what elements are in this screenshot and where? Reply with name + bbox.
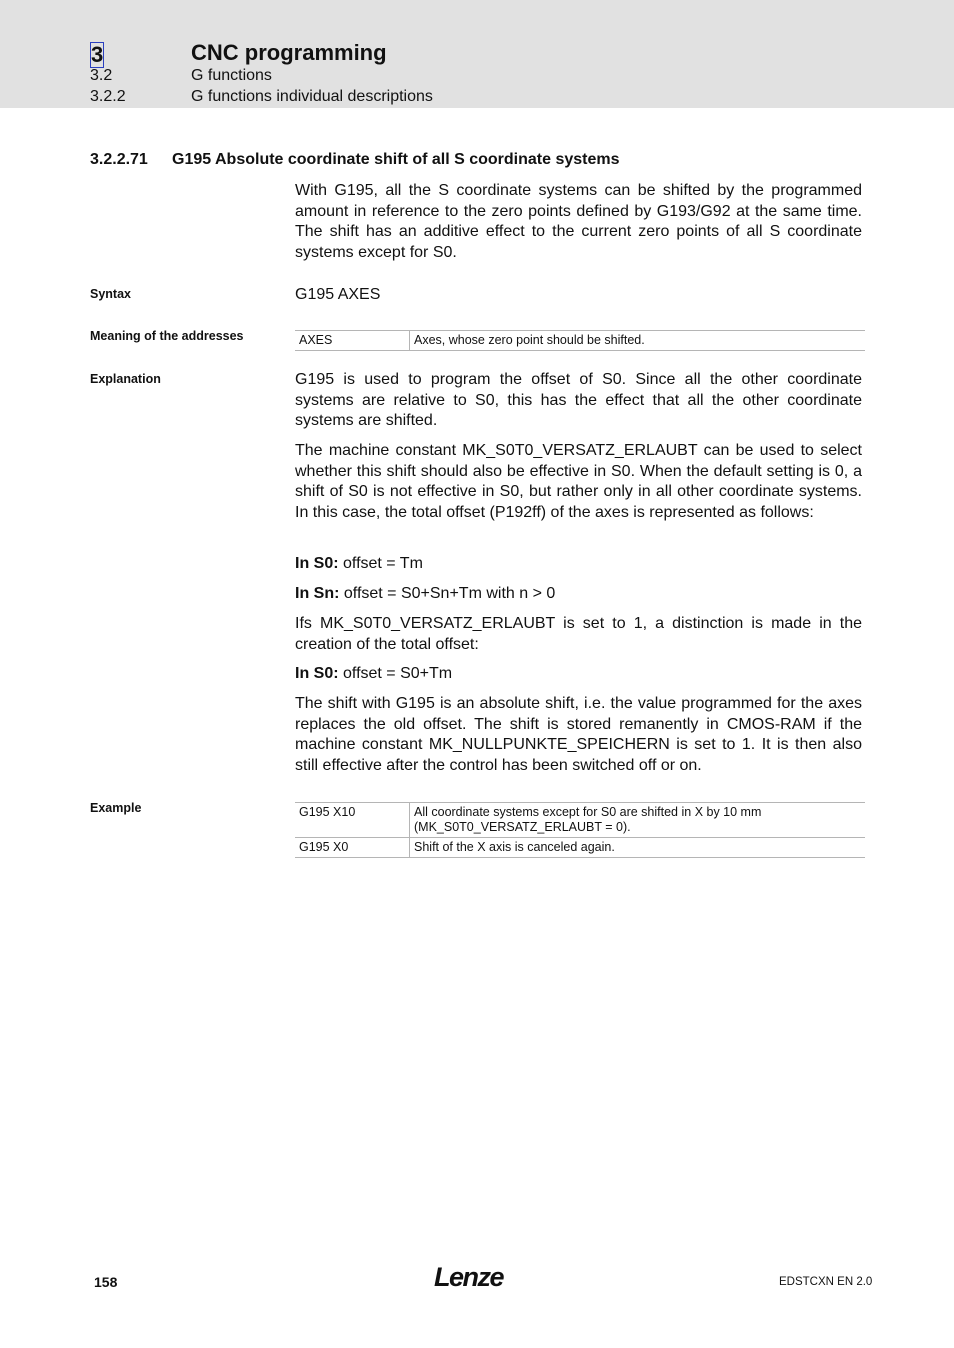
- syntax-value: G195 AXES: [295, 286, 381, 303]
- example-description: [410, 803, 866, 838]
- explanation-label: Explanation: [90, 372, 161, 386]
- addresses-label: Meaning of the addresses: [90, 329, 244, 343]
- formula-1-prefix: In S0:: [295, 555, 339, 572]
- syntax-label: Syntax: [90, 287, 131, 301]
- lenze-logo: [434, 1262, 514, 1292]
- example-description-line: All coordinate systems except for S0 are shifted in X by 10 mm: [414, 805, 762, 819]
- chapter-title: CNC programming: [191, 40, 387, 65]
- formula-line-2: [295, 585, 555, 603]
- formula-line-1: [295, 555, 423, 573]
- chapter-number-link[interactable]: 3: [91, 42, 104, 67]
- example-label: Example: [90, 801, 142, 815]
- explanation-paragraph-2: The machine constant MK_S0T0_VERSATZ_ERLAUBT can be used to select whether this shift should also be effective in S0. When the default setting is 0, a shift of S0 is not effective in S0, but rather only in all other coordinate systems. In this case, the total offset (P192ff) of the axes is represented as follows:: [295, 442, 862, 522]
- section-title: G195 Absolute coordinate shift of all S coordinate systems: [172, 151, 620, 168]
- page-header: [0, 0, 954, 108]
- table-row: [295, 838, 865, 858]
- section-number: 3.2.2.71: [90, 151, 148, 168]
- explanation-paragraph-4: The shift with G195 is an absolute shift, i.e. the value programmed for the axes replaces the old offset. The shift is stored remanently in CMOS-RAM if the machine constant MK_NULLPUNKTE_SPEICHERN is set to 1. It is then also still effective after the control has been switched off or on.: [295, 695, 862, 775]
- formula-3-prefix: In S0:: [295, 665, 339, 682]
- page-number: 158: [94, 1274, 118, 1290]
- section-heading: [90, 151, 620, 169]
- intro-paragraph: With G195, all the S coordinate systems can be shifted by the programmed amount in reference to the zero points defined by G193/G92 at the same time. The shift has an additive effect to the current zero points of all S coordinate systems except for S0.: [295, 182, 862, 262]
- address-name: AXES: [295, 331, 410, 351]
- table-row: [295, 331, 865, 351]
- example-code: G195 X10: [295, 803, 410, 838]
- addresses-table: [295, 330, 865, 351]
- example-table: [295, 802, 865, 858]
- explanation-paragraph-1: G195 is used to program the offset of S0. Since all the other coordinate systems are relative to S0, this has the effect that all the other coordinate systems are shifted.: [295, 371, 862, 430]
- table-row: [295, 803, 865, 838]
- example-description: Shift of the X axis is canceled again.: [410, 838, 866, 858]
- formula-line-3: [295, 665, 452, 683]
- formula-2-prefix: In Sn:: [295, 585, 340, 602]
- example-code: G195 X0: [295, 838, 410, 858]
- explanation-paragraph-3: Ifs MK_S0T0_VERSATZ_ERLAUBT is set to 1, a distinction is made in the creation of the total offset:: [295, 615, 862, 653]
- formula-3-text: offset = S0+Tm: [338, 665, 453, 682]
- address-description: Axes, whose zero point should be shifted.: [410, 331, 866, 351]
- formula-1-text: offset = Tm: [338, 555, 423, 572]
- document-id: EDSTCXN EN 2.0: [779, 1276, 873, 1288]
- subsection-number: 3.2: [90, 67, 113, 84]
- formula-2-text: offset = S0+Sn+Tm with n > 0: [339, 585, 556, 602]
- subsubsection-title: G functions individual descriptions: [191, 88, 433, 105]
- subsubsection-number: 3.2.2: [90, 88, 126, 105]
- subsection-title: G functions: [191, 67, 272, 84]
- logo-text: Lenze: [434, 1262, 504, 1292]
- example-description-line: (MK_S0T0_VERSATZ_ERLAUBT = 0).: [414, 820, 631, 834]
